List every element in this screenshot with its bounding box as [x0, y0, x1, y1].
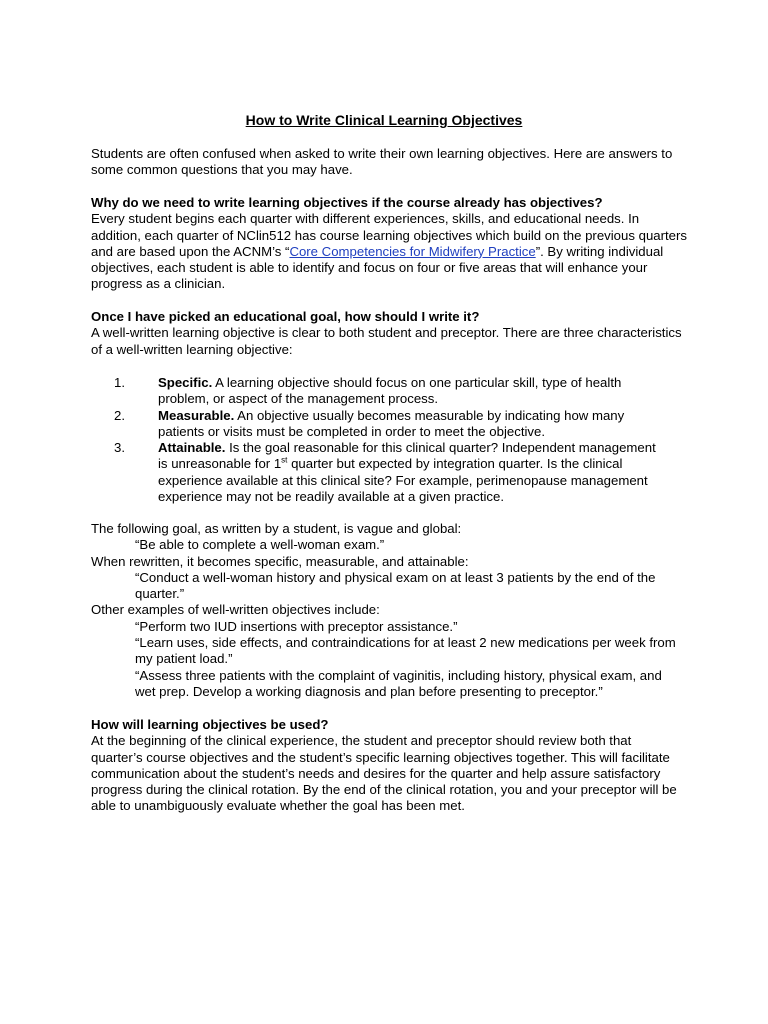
- section-body: At the beginning of the clinical experience, the student and preceptor should review both that quarter’s course objectives and the student’s specific learning objectives together. This will facilitate communication about the student’s needs and desires for the quarter and help assure satisfactory progress during the clinical rotation. By the end of the clinical rotation, you and your preceptor will be able to unambiguously evaluate whether the goal has been met.: [91, 733, 677, 814]
- example-intro: The following goal, as written by a student, is vague and global:: [91, 521, 462, 536]
- core-competencies-link[interactable]: Core Competencies for Midwifery Practice: [289, 243, 536, 259]
- list-item: [0, 375, 768, 408]
- example-quote: “Conduct a well-woman history and physical exam on at least 3 patients by the end of the quarter.”: [135, 569, 656, 602]
- list-number: 1.: [114, 375, 125, 390]
- list-text: Is the goal reasonable for this clinical quarter? Independent management is unreasonable for 1: [158, 440, 656, 472]
- example-quote: “Perform two IUD insertions with preceptor assistance.”: [135, 618, 458, 634]
- section-how-write: [91, 309, 691, 358]
- example-intro: Other examples of well-written objectives include:: [91, 602, 380, 618]
- example-quote: “Assess three patients with the complaint of vaginitis, including history, physical exam, and wet prep. Develop a working diagnosis and plan before presenting to preceptor.”: [135, 667, 662, 699]
- section-heading: Why do we need to write learning objectives if the course already has objectives?: [91, 195, 603, 210]
- body-text: ”. By writing individual objectives, each student is able to identify and focus on four or five areas that will enhance your progress as a clinician.: [91, 243, 664, 292]
- intro-text: Students are often confused when asked to write their own learning objectives. Here are answers to some common questions that you may have.: [91, 146, 673, 178]
- list-text: An objective usually becomes measurable by indicating how many patients or visits must be completed in order to meet the objective.: [158, 407, 625, 439]
- examples-section: [91, 521, 676, 700]
- body-text: Every student begins each quarter with different experiences, skills, and educational needs. In addition, each quarter of NClin512 has course learning objectives which build on the previous quarters and are based upon the ACNM’s “: [91, 211, 687, 259]
- section-why: [91, 195, 691, 293]
- section-body: A well-written learning objective is clear to both student and preceptor. There are three characteristics of a well-written learning objective:: [91, 325, 682, 357]
- list-text: A learning objective should focus on one particular skill, type of health problem, or aspect of the management process.: [158, 375, 622, 407]
- superscript: st: [281, 456, 288, 466]
- list-item: [0, 408, 768, 441]
- section-body: [91, 211, 691, 292]
- section-heading: How will learning objectives be used?: [91, 717, 329, 732]
- list-number: 3.: [114, 440, 125, 456]
- page-title: How to Write Clinical Learning Objectives: [245, 112, 523, 128]
- section-how-used: [91, 717, 683, 815]
- intro-paragraph: [91, 146, 691, 179]
- list-text: quarter but expected by integration quarter. Is the clinical experience available at this clinical site? For example, perimenopause management experience may not be readily available at a given practice.: [158, 456, 648, 505]
- list-term: Measurable.: [158, 407, 235, 423]
- list-term: Specific.: [158, 375, 213, 390]
- characteristics-list: [0, 375, 768, 505]
- list-item: [0, 440, 768, 505]
- example-intro: When rewritten, it becomes specific, measurable, and attainable:: [91, 553, 469, 569]
- list-number: 2.: [114, 407, 125, 423]
- example-quote: “Learn uses, side effects, and contraindications for at least 2 new medications per week from my patient load.”: [135, 635, 676, 667]
- section-heading: Once I have picked an educational goal, how should I write it?: [91, 309, 480, 324]
- list-term: Attainable.: [158, 440, 226, 456]
- example-quote: “Be able to complete a well-woman exam.”: [135, 537, 385, 553]
